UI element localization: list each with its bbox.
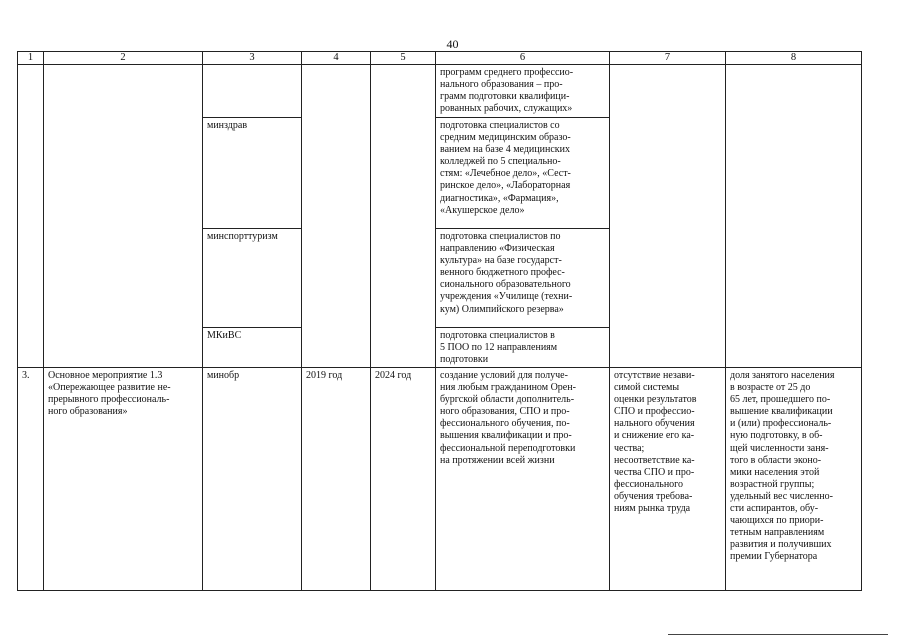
cell-result-mkivs: подготовка специалистов в 5 ПОО по 12 направлениям подготовки: [436, 328, 610, 368]
cell-start-item-3: 2019 год: [302, 368, 371, 591]
column-header-3: 3: [203, 52, 302, 65]
cell-indicator-empty: [726, 65, 862, 368]
cell-consequences-empty: [610, 65, 726, 368]
program-table: [17, 51, 862, 591]
cell-result-continuation: программ среднего профессио- нального образования – про- грамм подготовки квалифици- рованных рабочих, служащих»: [436, 65, 610, 118]
column-number-row: [18, 52, 862, 65]
cell-executor-empty: [203, 65, 302, 118]
cell-result-minzdrav: подготовка специалистов со средним медицинским образо- ванием на базе 4 медицинских колледжей по 5 специально- стям: «Лечебное дело», «Сест- ринское дело», «Лабораторная диагностика», «Фармация», «Акушерское дело»: [436, 118, 610, 229]
column-header-7: 7: [610, 52, 726, 65]
column-header-2: 2: [44, 52, 203, 65]
cell-executor-minzdrav: минздрав: [203, 118, 302, 229]
table-row-item-3: [18, 368, 862, 591]
table-row-continuation: [18, 65, 862, 118]
footer-rule: [668, 634, 888, 635]
cell-result-item-3: создание условий для получе- ния любым гражданином Орен- бургской области дополнитель- ного образования, СПО и про- фессионального обучения, по- вышения квалификации и про- фессиональной переподготовки на протяжении всей жизни: [436, 368, 610, 591]
page-number: 40: [446, 37, 459, 51]
column-header-8: 8: [726, 52, 862, 65]
cell-number-empty: [18, 65, 44, 368]
cell-activity-empty: [44, 65, 203, 368]
cell-consequences-item-3: отсутствие незави- симой системы оценки результатов СПО и профессио- нального обучения и снижение его ка- чества; несоответствие ка- чества СПО и про- фессионального обучения требова- ниям рынка труда: [610, 368, 726, 591]
cell-result-minsport: подготовка специалистов по направлению «Физическая культура» на базе государст- венного бюджетного профес- сионального образовательного учреждения «Училище (техни- кум) Олимпийского резерва»: [436, 229, 610, 328]
column-header-1: 1: [18, 52, 44, 65]
cell-indicator-item-3: доля занятого населения в возрасте от 25 до 65 лет, прошедшего по- вышение квалификации и (или) профессиональ- ную подготовку, в об- щей численности заня- того в области эконо- мики населения этой возрастной группы; удельный вес численно- сти аспирантов, обу- чающихся по приори- тетным направлениям развития и получивших премии Губернатора: [726, 368, 862, 591]
cell-executor-item-3: минобр: [203, 368, 302, 591]
column-header-5: 5: [371, 52, 436, 65]
column-header-4: 4: [302, 52, 371, 65]
cell-activity-item-3: Основное мероприятие 1.3 «Опережающее развитие не- прерывного профессиональ- ного образования»: [44, 368, 203, 591]
cell-end-empty: [371, 65, 436, 368]
cell-number-item-3: 3.: [18, 368, 44, 591]
cell-start-empty: [302, 65, 371, 368]
cell-executor-mkivs: МКиВС: [203, 328, 302, 368]
cell-end-item-3: 2024 год: [371, 368, 436, 591]
column-header-6: 6: [436, 52, 610, 65]
cell-executor-minsport: минспорттуризм: [203, 229, 302, 328]
